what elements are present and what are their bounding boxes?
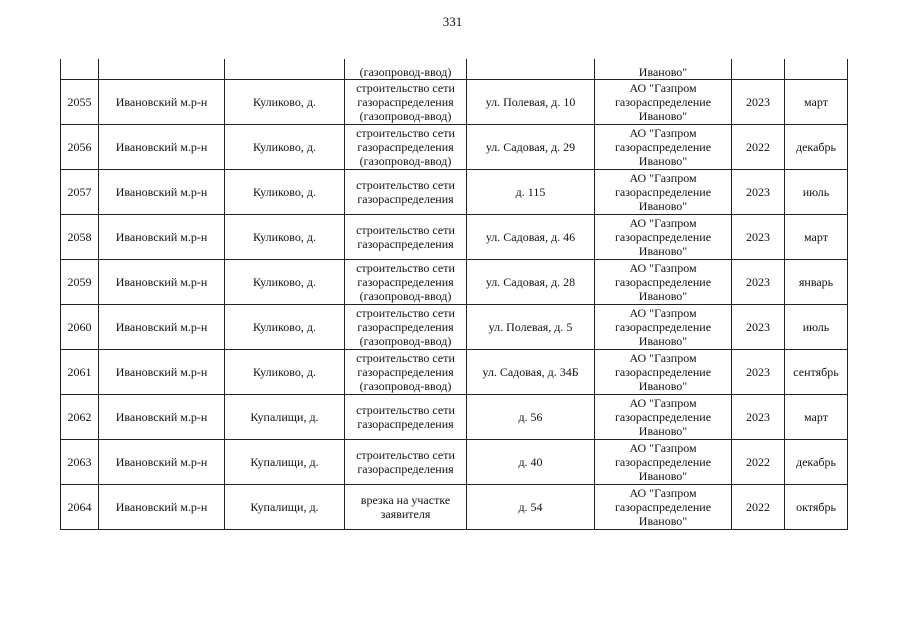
cell-year: 2023 <box>732 395 785 440</box>
cell-work-type: строительство сети газораспределения (газопровод-ввод) <box>345 305 467 350</box>
cell-year: 2023 <box>732 350 785 395</box>
cell-district: Ивановский м.р-н <box>99 485 225 530</box>
cell-number: 2058 <box>61 215 99 260</box>
cell-locality: Куликово, д. <box>225 80 345 125</box>
cell-year <box>732 59 785 80</box>
table-body <box>61 59 848 530</box>
continuation-row <box>61 59 848 80</box>
cell-locality: Купалищи, д. <box>225 395 345 440</box>
cell-number <box>61 59 99 80</box>
cell-locality: Куликово, д. <box>225 215 345 260</box>
cell-work-type: (газопровод-ввод) <box>345 59 467 80</box>
cell-year: 2023 <box>732 215 785 260</box>
cell-work-type: строительство сети газораспределения (газопровод-ввод) <box>345 260 467 305</box>
cell-work-type: врезка на участке заявителя <box>345 485 467 530</box>
cell-district: Ивановский м.р-н <box>99 350 225 395</box>
page-number: 331 <box>442 14 463 29</box>
cell-organization: АО "Газпром газораспределение Иваново" <box>595 125 732 170</box>
cell-address: д. 56 <box>467 395 595 440</box>
cell-work-type: строительство сети газораспределения (газопровод-ввод) <box>345 125 467 170</box>
cell-address: ул. Садовая, д. 34Б <box>467 350 595 395</box>
cell-address: ул. Полевая, д. 10 <box>467 80 595 125</box>
cell-organization: АО "Газпром газораспределение Иваново" <box>595 260 732 305</box>
table-row <box>61 260 848 305</box>
cell-address: ул. Садовая, д. 29 <box>467 125 595 170</box>
cell-locality: Куликово, д. <box>225 305 345 350</box>
cell-number: 2059 <box>61 260 99 305</box>
cell-number: 2063 <box>61 440 99 485</box>
cell-address: ул. Садовая, д. 28 <box>467 260 595 305</box>
cell-district: Ивановский м.р-н <box>99 125 225 170</box>
cell-month: март <box>785 215 848 260</box>
table-row <box>61 485 848 530</box>
cell-district: Ивановский м.р-н <box>99 395 225 440</box>
cell-year: 2023 <box>732 170 785 215</box>
table-row <box>61 215 848 260</box>
cell-locality: Купалищи, д. <box>225 485 345 530</box>
cell-year: 2023 <box>732 260 785 305</box>
cell-district: Ивановский м.р-н <box>99 305 225 350</box>
cell-locality: Куликово, д. <box>225 260 345 305</box>
cell-district: Ивановский м.р-н <box>99 440 225 485</box>
cell-organization: АО "Газпром газораспределение Иваново" <box>595 350 732 395</box>
cell-month: январь <box>785 260 848 305</box>
cell-organization: АО "Газпром газораспределение Иваново" <box>595 395 732 440</box>
cell-month: июль <box>785 170 848 215</box>
cell-organization: Иваново" <box>595 59 732 80</box>
cell-address: д. 54 <box>467 485 595 530</box>
cell-month: март <box>785 395 848 440</box>
cell-number: 2064 <box>61 485 99 530</box>
cell-year: 2022 <box>732 485 785 530</box>
cell-work-type: строительство сети газораспределения (газопровод-ввод) <box>345 350 467 395</box>
cell-month: июль <box>785 305 848 350</box>
cell-work-type: строительство сети газораспределения (газопровод-ввод) <box>345 80 467 125</box>
cell-address: ул. Садовая, д. 46 <box>467 215 595 260</box>
cell-year: 2022 <box>732 125 785 170</box>
cell-work-type: строительство сети газораспределения <box>345 170 467 215</box>
cell-month: сентябрь <box>785 350 848 395</box>
table-row <box>61 125 848 170</box>
cell-month <box>785 59 848 80</box>
cell-year: 2022 <box>732 440 785 485</box>
cell-month: март <box>785 80 848 125</box>
cell-district: Ивановский м.р-н <box>99 260 225 305</box>
cell-month: декабрь <box>785 125 848 170</box>
cell-number: 2056 <box>61 125 99 170</box>
table-row <box>61 170 848 215</box>
cell-district: Ивановский м.р-н <box>99 80 225 125</box>
cell-work-type: строительство сети газораспределения <box>345 395 467 440</box>
gasification-table <box>60 59 848 530</box>
cell-address: д. 115 <box>467 170 595 215</box>
cell-number: 2060 <box>61 305 99 350</box>
cell-locality: Купалищи, д. <box>225 440 345 485</box>
cell-locality <box>225 59 345 80</box>
cell-organization: АО "Газпром газораспределение Иваново" <box>595 440 732 485</box>
table-row <box>61 440 848 485</box>
cell-organization: АО "Газпром газораспределение Иваново" <box>595 215 732 260</box>
table-row <box>61 80 848 125</box>
table-row <box>61 395 848 440</box>
cell-organization: АО "Газпром газораспределение Иваново" <box>595 170 732 215</box>
cell-locality: Куликово, д. <box>225 170 345 215</box>
cell-year: 2023 <box>732 305 785 350</box>
cell-address: ул. Полевая, д. 5 <box>467 305 595 350</box>
cell-organization: АО "Газпром газораспределение Иваново" <box>595 80 732 125</box>
cell-work-type: строительство сети газораспределения <box>345 440 467 485</box>
cell-month: декабрь <box>785 440 848 485</box>
cell-locality: Куликово, д. <box>225 125 345 170</box>
cell-organization: АО "Газпром газораспределение Иваново" <box>595 485 732 530</box>
table-row <box>61 305 848 350</box>
cell-locality: Куликово, д. <box>225 350 345 395</box>
cell-organization: АО "Газпром газораспределение Иваново" <box>595 305 732 350</box>
table-row <box>61 350 848 395</box>
cell-month: октябрь <box>785 485 848 530</box>
cell-number: 2057 <box>61 170 99 215</box>
cell-address: д. 40 <box>467 440 595 485</box>
cell-number: 2055 <box>61 80 99 125</box>
cell-district <box>99 59 225 80</box>
cell-number: 2062 <box>61 395 99 440</box>
cell-number: 2061 <box>61 350 99 395</box>
cell-year: 2023 <box>732 80 785 125</box>
cell-work-type: строительство сети газораспределения <box>345 215 467 260</box>
cell-district: Ивановский м.р-н <box>99 170 225 215</box>
cell-district: Ивановский м.р-н <box>99 215 225 260</box>
cell-address <box>467 59 595 80</box>
